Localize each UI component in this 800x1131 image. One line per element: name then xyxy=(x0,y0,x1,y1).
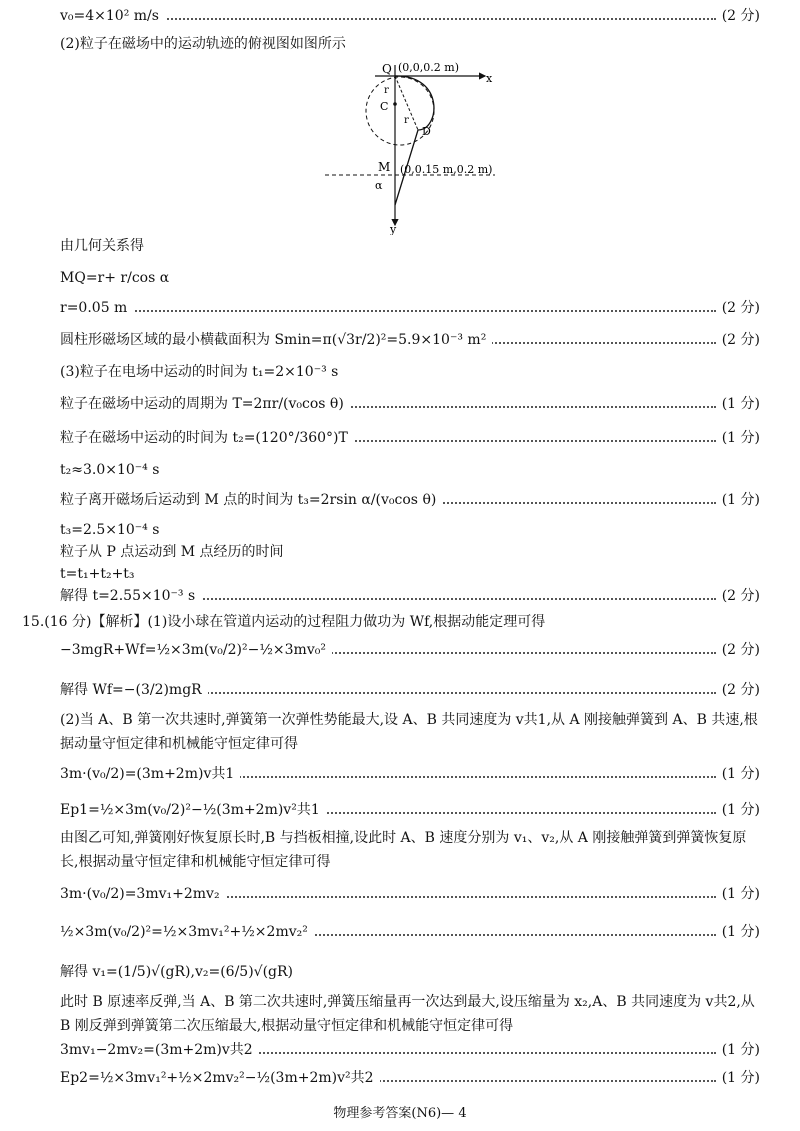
line-rebound-para: 此时 B 原速率反弹,当 A、B 第二次共速时,弹簧压缩量再一次达到最大,设压缩量为 x₂,A、B 共同速度为 v共2,从 B 刚反弹到弹簧第二次压缩最大,根据动量守恒定律和机械能守恒定律可得 xyxy=(60,994,755,1034)
center-point xyxy=(393,102,397,106)
q-coord: (0,0,0.2 m) xyxy=(398,61,459,74)
line-total-result: 解得 t=2.55×10⁻³ s (2 分) xyxy=(60,588,760,604)
line-t3-value: t₃=2.5×10⁻⁴ s xyxy=(60,520,760,540)
line-period: 粒子在磁场中运动的周期为 T=2πr/(v₀cos θ) (1 分) xyxy=(60,396,760,412)
line-momentum3: 3mv₁−2mv₂=(3m+2m)v共2 (1 分) xyxy=(60,1042,760,1058)
line-momentum1: 3m·(v₀/2)=(3m+2m)v共1 (1 分) xyxy=(60,766,760,782)
d-label: D xyxy=(422,125,431,138)
m-label: M xyxy=(378,160,391,174)
alpha-label: α xyxy=(375,179,383,192)
y-label: y xyxy=(390,223,397,235)
line-energy2: ½×3m(v₀/2)²=½×3mv₁²+½×2mv₂² (1 分) xyxy=(60,924,760,940)
line-mq: MQ=r+ r/cos α xyxy=(60,268,760,288)
r-label: r xyxy=(384,85,389,96)
line-graph-para: 由图乙可知,弹簧刚好恢复原长时,B 与挡板相撞,设此时 A、B 速度分别为 v₁、v₂,从 A 刚接触弹簧到弹簧恢复原长,根据动量守恒定律和机械能守恒定律可得 xyxy=(60,830,747,870)
line-part2-para: (2)当 A、B 第一次共速时,弹簧第一次弹性势能最大,设 A、B 共同速度为 v共1,从 A 刚接触弹簧到 A、B 共速,根据动量守恒定律和机械能守恒定律可得 xyxy=(60,712,758,752)
line-total-intro: 粒子从 P 点运动到 M 点经历的时间 xyxy=(60,542,760,562)
line-ep1: Ep1=½×3m(v₀/2)²−½(3m+2m)v²共1 (1 分) xyxy=(60,802,760,818)
line-v0: v₀=4×10² m/s (2 分) xyxy=(60,8,760,24)
line-t3: 粒子离开磁场后运动到 M 点的时间为 t₃=2rsin α/(v₀cos θ) (1 分) xyxy=(60,492,760,508)
c-label: C xyxy=(380,100,389,113)
line-energy: −3mgR+Wf=½×3m(v₀/2)²−½×3mv₀² (2 分) xyxy=(60,642,760,658)
line-wf: 解得 Wf=−(3/2)mgR (2 分) xyxy=(60,682,760,698)
line-t1: (3)粒子在电场中运动的时间为 t₁=2×10⁻³ s xyxy=(60,362,760,382)
line-ep2: Ep2=½×3mv₁²+½×2mv₂²−½(3m+2m)v²共2 (1 分) xyxy=(60,1070,760,1086)
line-momentum2: 3m·(v₀/2)=3mv₁+2mv₂ (1 分) xyxy=(60,886,760,902)
line-geometry: 由几何关系得 xyxy=(60,236,760,256)
line-part2-intro: (2)粒子在磁场中的运动轨迹的俯视图如图所示 xyxy=(60,34,760,54)
line-total-formula: t=t₁+t₂+t₃ xyxy=(60,564,760,584)
page-footer: 物理参考答案(N6)— 4 xyxy=(333,1106,467,1121)
line-t2-value: t₂≈3.0×10⁻⁴ s xyxy=(60,460,760,480)
q15-header: 15.(16 分)【解析】(1)设小球在管道内运动的过程阻力做功为 Wf,根据动能定理可得 xyxy=(22,612,760,632)
x-label: x xyxy=(486,72,493,85)
particle-path xyxy=(395,76,434,205)
q-label: Q xyxy=(382,62,392,76)
r2-label: r xyxy=(404,115,409,126)
line-velocities: 解得 v₁=(1/5)√(gR),v₂=(6/5)√(gR) xyxy=(60,962,760,982)
line-t2: 粒子在磁场中运动的时间为 t₂=(120°/360°)T (1 分) xyxy=(60,430,760,446)
line-r: r=0.05 m (2 分) xyxy=(60,300,760,316)
trajectory-figure xyxy=(320,55,520,235)
line-area: 圆柱形磁场区域的最小横截面积为 Smin=π(√3r/2)²=5.9×10⁻³ m² (2 分) xyxy=(60,332,760,348)
m-coord: (0,0.15 m,0.2 m) xyxy=(400,163,493,176)
